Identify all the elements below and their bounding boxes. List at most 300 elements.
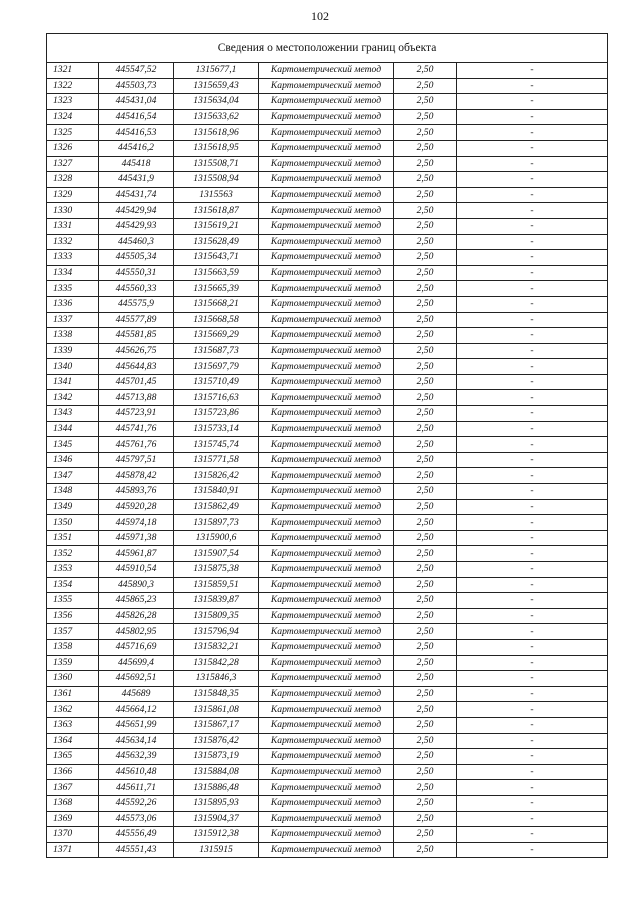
point-number-cell: 1342: [47, 390, 99, 406]
method-cell: Картометрический метод: [259, 156, 394, 172]
x-coordinate-cell: 445610,48: [99, 764, 174, 780]
method-cell: Картометрический метод: [259, 187, 394, 203]
method-cell: Картометрический метод: [259, 639, 394, 655]
point-number-cell: 1324: [47, 109, 99, 125]
method-cell: Картометрический метод: [259, 265, 394, 281]
table-row: [47, 234, 608, 250]
accuracy-cell: 2,50: [394, 125, 457, 141]
x-coordinate-cell: 445581,85: [99, 328, 174, 344]
y-coordinate-cell: 1315633,62: [174, 109, 259, 125]
description-cell: -: [457, 250, 608, 266]
description-cell: -: [457, 577, 608, 593]
method-cell: Картометрический метод: [259, 94, 394, 110]
table-row: [47, 780, 608, 796]
table-row: [47, 717, 608, 733]
accuracy-cell: 2,50: [394, 390, 457, 406]
description-cell: -: [457, 172, 608, 188]
table-row: [47, 250, 608, 266]
y-coordinate-cell: 1315848,35: [174, 686, 259, 702]
table-row: [47, 468, 608, 484]
accuracy-cell: 2,50: [394, 172, 457, 188]
description-cell: -: [457, 562, 608, 578]
table-body: [47, 63, 608, 858]
table-row: [47, 795, 608, 811]
x-coordinate-cell: 445429,94: [99, 203, 174, 219]
description-cell: -: [457, 484, 608, 500]
y-coordinate-cell: 1315912,38: [174, 827, 259, 843]
table-row: [47, 312, 608, 328]
description-cell: -: [457, 218, 608, 234]
point-number-cell: 1332: [47, 234, 99, 250]
method-cell: Картометрический метод: [259, 203, 394, 219]
accuracy-cell: 2,50: [394, 296, 457, 312]
description-cell: -: [457, 639, 608, 655]
point-number-cell: 1337: [47, 312, 99, 328]
x-coordinate-cell: 445802,95: [99, 624, 174, 640]
x-coordinate-cell: 445644,83: [99, 359, 174, 375]
accuracy-cell: 2,50: [394, 733, 457, 749]
table-row: [47, 421, 608, 437]
method-cell: Картометрический метод: [259, 109, 394, 125]
method-cell: Картометрический метод: [259, 437, 394, 453]
method-cell: Картометрический метод: [259, 827, 394, 843]
y-coordinate-cell: 1315839,87: [174, 593, 259, 609]
x-coordinate-cell: 445920,28: [99, 499, 174, 515]
y-coordinate-cell: 1315733,14: [174, 421, 259, 437]
table-row: [47, 296, 608, 312]
y-coordinate-cell: 1315634,04: [174, 94, 259, 110]
table-row: [47, 842, 608, 858]
method-cell: Картометрический метод: [259, 359, 394, 375]
description-cell: -: [457, 281, 608, 297]
accuracy-cell: 2,50: [394, 265, 457, 281]
y-coordinate-cell: 1315842,28: [174, 655, 259, 671]
accuracy-cell: 2,50: [394, 140, 457, 156]
y-coordinate-cell: 1315897,73: [174, 515, 259, 531]
accuracy-cell: 2,50: [394, 218, 457, 234]
method-cell: Картометрический метод: [259, 546, 394, 562]
table-row: [47, 187, 608, 203]
y-coordinate-cell: 1315809,35: [174, 608, 259, 624]
method-cell: Картометрический метод: [259, 811, 394, 827]
table-row: [47, 484, 608, 500]
table-row: [47, 265, 608, 281]
point-number-cell: 1329: [47, 187, 99, 203]
accuracy-cell: 2,50: [394, 608, 457, 624]
point-number-cell: 1348: [47, 484, 99, 500]
description-cell: -: [457, 156, 608, 172]
accuracy-cell: 2,50: [394, 827, 457, 843]
y-coordinate-cell: 1315886,48: [174, 780, 259, 796]
point-number-cell: 1334: [47, 265, 99, 281]
description-cell: -: [457, 702, 608, 718]
description-cell: -: [457, 265, 608, 281]
accuracy-cell: 2,50: [394, 406, 457, 422]
point-number-cell: 1340: [47, 359, 99, 375]
description-cell: -: [457, 312, 608, 328]
method-cell: Картометрический метод: [259, 63, 394, 79]
x-coordinate-cell: 445460,3: [99, 234, 174, 250]
method-cell: Картометрический метод: [259, 250, 394, 266]
point-number-cell: 1326: [47, 140, 99, 156]
method-cell: Картометрический метод: [259, 530, 394, 546]
y-coordinate-cell: 1315915: [174, 842, 259, 858]
description-cell: -: [457, 296, 608, 312]
method-cell: Картометрический метод: [259, 468, 394, 484]
accuracy-cell: 2,50: [394, 359, 457, 375]
method-cell: Картометрический метод: [259, 406, 394, 422]
accuracy-cell: 2,50: [394, 203, 457, 219]
method-cell: Картометрический метод: [259, 343, 394, 359]
point-number-cell: 1338: [47, 328, 99, 344]
accuracy-cell: 2,50: [394, 764, 457, 780]
table-row: [47, 671, 608, 687]
point-number-cell: 1364: [47, 733, 99, 749]
point-number-cell: 1370: [47, 827, 99, 843]
accuracy-cell: 2,50: [394, 577, 457, 593]
accuracy-cell: 2,50: [394, 702, 457, 718]
x-coordinate-cell: 445416,54: [99, 109, 174, 125]
point-number-cell: 1355: [47, 593, 99, 609]
accuracy-cell: 2,50: [394, 250, 457, 266]
description-cell: -: [457, 390, 608, 406]
description-cell: -: [457, 764, 608, 780]
x-coordinate-cell: 445505,34: [99, 250, 174, 266]
point-number-cell: 1354: [47, 577, 99, 593]
y-coordinate-cell: 1315668,21: [174, 296, 259, 312]
y-coordinate-cell: 1315508,94: [174, 172, 259, 188]
y-coordinate-cell: 1315628,49: [174, 234, 259, 250]
accuracy-cell: 2,50: [394, 515, 457, 531]
table-row: [47, 109, 608, 125]
table-row: [47, 639, 608, 655]
description-cell: -: [457, 359, 608, 375]
x-coordinate-cell: 445689: [99, 686, 174, 702]
method-cell: Картометрический метод: [259, 312, 394, 328]
table-row: [47, 593, 608, 609]
description-cell: -: [457, 780, 608, 796]
accuracy-cell: 2,50: [394, 686, 457, 702]
x-coordinate-cell: 445503,73: [99, 78, 174, 94]
point-number-cell: 1345: [47, 437, 99, 453]
description-cell: -: [457, 343, 608, 359]
method-cell: Картометрический метод: [259, 421, 394, 437]
accuracy-cell: 2,50: [394, 452, 457, 468]
method-cell: Картометрический метод: [259, 452, 394, 468]
description-cell: -: [457, 187, 608, 203]
accuracy-cell: 2,50: [394, 281, 457, 297]
description-cell: -: [457, 530, 608, 546]
y-coordinate-cell: 1315665,39: [174, 281, 259, 297]
method-cell: Картометрический метод: [259, 686, 394, 702]
y-coordinate-cell: 1315618,95: [174, 140, 259, 156]
point-number-cell: 1327: [47, 156, 99, 172]
accuracy-cell: 2,50: [394, 562, 457, 578]
y-coordinate-cell: 1315659,43: [174, 78, 259, 94]
table-row: [47, 499, 608, 515]
y-coordinate-cell: 1315618,96: [174, 125, 259, 141]
accuracy-cell: 2,50: [394, 328, 457, 344]
table-row: [47, 406, 608, 422]
point-number-cell: 1336: [47, 296, 99, 312]
table-row: [47, 203, 608, 219]
accuracy-cell: 2,50: [394, 343, 457, 359]
description-cell: -: [457, 234, 608, 250]
table-title: Сведения о местоположении границ объекта: [46, 33, 608, 62]
y-coordinate-cell: 1315668,58: [174, 312, 259, 328]
y-coordinate-cell: 1315677,1: [174, 63, 259, 79]
y-coordinate-cell: 1315669,29: [174, 328, 259, 344]
table-row: [47, 359, 608, 375]
method-cell: Картометрический метод: [259, 125, 394, 141]
table-row: [47, 562, 608, 578]
description-cell: -: [457, 608, 608, 624]
y-coordinate-cell: 1315900,6: [174, 530, 259, 546]
accuracy-cell: 2,50: [394, 811, 457, 827]
x-coordinate-cell: 445560,33: [99, 281, 174, 297]
method-cell: Картометрический метод: [259, 608, 394, 624]
x-coordinate-cell: 445971,38: [99, 530, 174, 546]
accuracy-cell: 2,50: [394, 63, 457, 79]
description-cell: -: [457, 624, 608, 640]
method-cell: Картометрический метод: [259, 390, 394, 406]
x-coordinate-cell: 445556,49: [99, 827, 174, 843]
method-cell: Картометрический метод: [259, 562, 394, 578]
method-cell: Картометрический метод: [259, 733, 394, 749]
point-number-cell: 1350: [47, 515, 99, 531]
x-coordinate-cell: 445664,12: [99, 702, 174, 718]
description-cell: -: [457, 78, 608, 94]
x-coordinate-cell: 445431,9: [99, 172, 174, 188]
table-row: [47, 140, 608, 156]
y-coordinate-cell: 1315859,51: [174, 577, 259, 593]
table-row: [47, 328, 608, 344]
table-row: [47, 94, 608, 110]
method-cell: Картометрический метод: [259, 795, 394, 811]
y-coordinate-cell: 1315663,59: [174, 265, 259, 281]
point-number-cell: 1331: [47, 218, 99, 234]
table-row: [47, 452, 608, 468]
x-coordinate-cell: 445865,23: [99, 593, 174, 609]
table-row: [47, 172, 608, 188]
method-cell: Картометрический метод: [259, 764, 394, 780]
method-cell: Картометрический метод: [259, 577, 394, 593]
x-coordinate-cell: 445974,18: [99, 515, 174, 531]
point-number-cell: 1322: [47, 78, 99, 94]
point-number-cell: 1356: [47, 608, 99, 624]
method-cell: Картометрический метод: [259, 717, 394, 733]
table-row: [47, 156, 608, 172]
accuracy-cell: 2,50: [394, 187, 457, 203]
y-coordinate-cell: 1315771,58: [174, 452, 259, 468]
accuracy-cell: 2,50: [394, 109, 457, 125]
x-coordinate-cell: 445716,69: [99, 639, 174, 655]
method-cell: Картометрический метод: [259, 515, 394, 531]
table-row: [47, 811, 608, 827]
table-row: [47, 608, 608, 624]
description-cell: -: [457, 827, 608, 843]
y-coordinate-cell: 1315876,42: [174, 733, 259, 749]
description-cell: -: [457, 749, 608, 765]
x-coordinate-cell: 445634,14: [99, 733, 174, 749]
x-coordinate-cell: 445701,45: [99, 374, 174, 390]
method-cell: Картометрический метод: [259, 234, 394, 250]
accuracy-cell: 2,50: [394, 468, 457, 484]
x-coordinate-cell: 445577,89: [99, 312, 174, 328]
accuracy-cell: 2,50: [394, 795, 457, 811]
point-number-cell: 1325: [47, 125, 99, 141]
x-coordinate-cell: 445761,76: [99, 437, 174, 453]
point-number-cell: 1363: [47, 717, 99, 733]
x-coordinate-cell: 445651,99: [99, 717, 174, 733]
accuracy-cell: 2,50: [394, 78, 457, 94]
point-number-cell: 1367: [47, 780, 99, 796]
y-coordinate-cell: 1315861,08: [174, 702, 259, 718]
method-cell: Картометрический метод: [259, 842, 394, 858]
x-coordinate-cell: 445741,76: [99, 421, 174, 437]
description-cell: -: [457, 374, 608, 390]
point-number-cell: 1341: [47, 374, 99, 390]
table-row: [47, 686, 608, 702]
y-coordinate-cell: 1315826,42: [174, 468, 259, 484]
table-row: [47, 733, 608, 749]
y-coordinate-cell: 1315875,38: [174, 562, 259, 578]
method-cell: Картометрический метод: [259, 702, 394, 718]
accuracy-cell: 2,50: [394, 717, 457, 733]
x-coordinate-cell: 445431,04: [99, 94, 174, 110]
point-number-cell: 1368: [47, 795, 99, 811]
page-number: 102: [311, 9, 329, 23]
table-row: [47, 577, 608, 593]
method-cell: Картометрический метод: [259, 655, 394, 671]
y-coordinate-cell: 1315907,54: [174, 546, 259, 562]
description-cell: -: [457, 546, 608, 562]
table-row: [47, 764, 608, 780]
accuracy-cell: 2,50: [394, 842, 457, 858]
table-row: [47, 374, 608, 390]
x-coordinate-cell: 445429,93: [99, 218, 174, 234]
table-row: [47, 827, 608, 843]
method-cell: Картометрический метод: [259, 296, 394, 312]
description-cell: -: [457, 795, 608, 811]
point-number-cell: 1349: [47, 499, 99, 515]
y-coordinate-cell: 1315643,71: [174, 250, 259, 266]
table-row: [47, 749, 608, 765]
table-row: [47, 546, 608, 562]
boundary-table-sheet: [46, 33, 608, 858]
accuracy-cell: 2,50: [394, 484, 457, 500]
description-cell: -: [457, 140, 608, 156]
point-number-cell: 1321: [47, 63, 99, 79]
accuracy-cell: 2,50: [394, 546, 457, 562]
table-row: [47, 515, 608, 531]
point-number-cell: 1352: [47, 546, 99, 562]
description-cell: -: [457, 686, 608, 702]
point-number-cell: 1335: [47, 281, 99, 297]
method-cell: Картометрический метод: [259, 218, 394, 234]
y-coordinate-cell: 1315796,94: [174, 624, 259, 640]
x-coordinate-cell: 445723,91: [99, 406, 174, 422]
description-cell: -: [457, 203, 608, 219]
x-coordinate-cell: 445551,43: [99, 842, 174, 858]
point-number-cell: 1362: [47, 702, 99, 718]
x-coordinate-cell: 445611,71: [99, 780, 174, 796]
point-number-cell: 1371: [47, 842, 99, 858]
x-coordinate-cell: 445632,39: [99, 749, 174, 765]
point-number-cell: 1323: [47, 94, 99, 110]
y-coordinate-cell: 1315697,79: [174, 359, 259, 375]
description-cell: -: [457, 593, 608, 609]
method-cell: Картометрический метод: [259, 78, 394, 94]
method-cell: Картометрический метод: [259, 374, 394, 390]
description-cell: -: [457, 671, 608, 687]
point-number-cell: 1333: [47, 250, 99, 266]
table-row: [47, 78, 608, 94]
x-coordinate-cell: 445826,28: [99, 608, 174, 624]
description-cell: -: [457, 125, 608, 141]
point-number-cell: 1359: [47, 655, 99, 671]
accuracy-cell: 2,50: [394, 593, 457, 609]
x-coordinate-cell: 445418: [99, 156, 174, 172]
table-row: [47, 63, 608, 79]
point-number-cell: 1343: [47, 406, 99, 422]
y-coordinate-cell: 1315716,63: [174, 390, 259, 406]
x-coordinate-cell: 445547,52: [99, 63, 174, 79]
table-row: [47, 530, 608, 546]
y-coordinate-cell: 1315508,71: [174, 156, 259, 172]
x-coordinate-cell: 445416,2: [99, 140, 174, 156]
x-coordinate-cell: 445550,31: [99, 265, 174, 281]
method-cell: Картометрический метод: [259, 780, 394, 796]
x-coordinate-cell: 445890,3: [99, 577, 174, 593]
y-coordinate-cell: 1315723,86: [174, 406, 259, 422]
description-cell: -: [457, 733, 608, 749]
method-cell: Картометрический метод: [259, 624, 394, 640]
accuracy-cell: 2,50: [394, 655, 457, 671]
method-cell: Картометрический метод: [259, 328, 394, 344]
point-number-cell: 1330: [47, 203, 99, 219]
y-coordinate-cell: 1315862,49: [174, 499, 259, 515]
description-cell: -: [457, 515, 608, 531]
accuracy-cell: 2,50: [394, 374, 457, 390]
accuracy-cell: 2,50: [394, 156, 457, 172]
table-row: [47, 624, 608, 640]
x-coordinate-cell: 445797,51: [99, 452, 174, 468]
y-coordinate-cell: 1315563: [174, 187, 259, 203]
method-cell: Картометрический метод: [259, 671, 394, 687]
accuracy-cell: 2,50: [394, 94, 457, 110]
description-cell: -: [457, 109, 608, 125]
point-number-cell: 1346: [47, 452, 99, 468]
table-row: [47, 437, 608, 453]
method-cell: Картометрический метод: [259, 593, 394, 609]
x-coordinate-cell: 445573,06: [99, 811, 174, 827]
y-coordinate-cell: 1315840,91: [174, 484, 259, 500]
y-coordinate-cell: 1315619,21: [174, 218, 259, 234]
table-row: [47, 702, 608, 718]
x-coordinate-cell: 445431,74: [99, 187, 174, 203]
x-coordinate-cell: 445961,87: [99, 546, 174, 562]
point-number-cell: 1328: [47, 172, 99, 188]
description-cell: -: [457, 655, 608, 671]
x-coordinate-cell: 445713,88: [99, 390, 174, 406]
x-coordinate-cell: 445592,26: [99, 795, 174, 811]
y-coordinate-cell: 1315867,17: [174, 717, 259, 733]
point-number-cell: 1344: [47, 421, 99, 437]
accuracy-cell: 2,50: [394, 421, 457, 437]
table-row: [47, 390, 608, 406]
accuracy-cell: 2,50: [394, 499, 457, 515]
